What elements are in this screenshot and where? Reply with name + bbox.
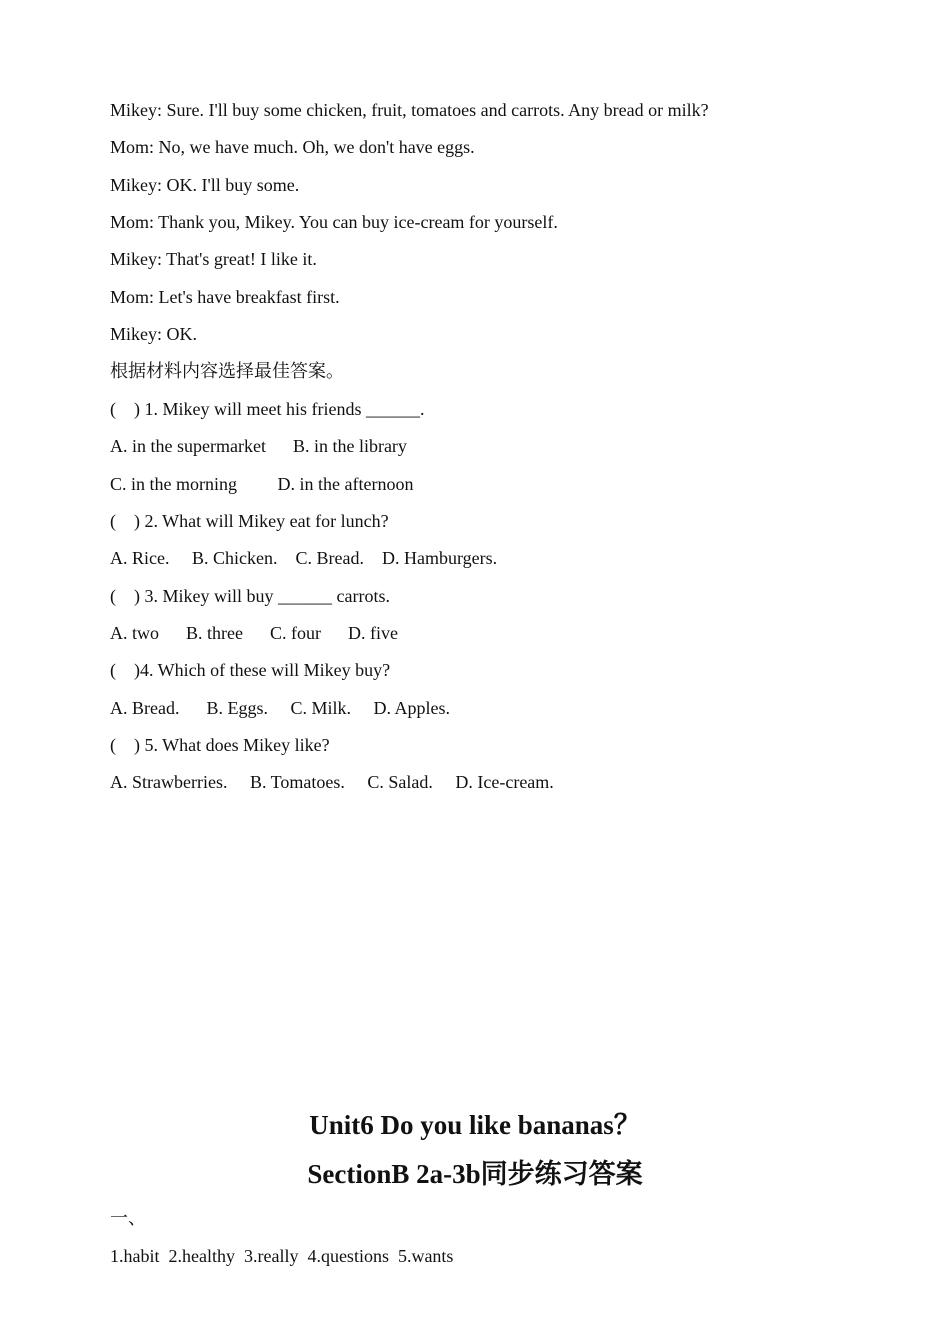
question-2: ( ) 2. What will Mikey eat for lunch? — [110, 511, 389, 531]
question-4-options: A. Bread. B. Eggs. C. Milk. D. Apples. — [110, 698, 450, 718]
question-3-options: A. two B. three C. four D. five — [110, 623, 398, 643]
answer-section-label: 一、 — [110, 1208, 146, 1228]
question-4: ( )4. Which of these will Mikey buy? — [110, 660, 391, 680]
dialogue-line: Mikey: OK. — [110, 324, 197, 344]
question-1: ( ) 1. Mikey will meet his friends ______. — [110, 399, 425, 419]
question-1-options-a-b: A. in the supermarket B. in the library — [110, 436, 407, 456]
dialogue-line: Mom: Let's have breakfast first. — [110, 287, 340, 307]
question-1-options-c-d: C. in the morning D. in the afternoon — [110, 474, 414, 494]
question-5: ( ) 5. What does Mikey like? — [110, 735, 330, 755]
question-2-options: A. Rice. B. Chicken. C. Bread. D. Hamburgers. — [110, 548, 498, 568]
dialogue-line: Mikey: OK. I'll buy some. — [110, 175, 300, 195]
dialogue-line: Mom: Thank you, Mikey. You can buy ice-cream for yourself. — [110, 212, 558, 232]
answer-title-unit: Unit6 Do you like bananas？ — [309, 1110, 641, 1140]
question-5-options: A. Strawberries. B. Tomatoes. C. Salad. D. Ice-cream. — [110, 772, 554, 792]
answer-line: 1.habit 2.healthy 3.really 4.questions 5.wants — [110, 1246, 454, 1266]
answer-title-section: SectionB 2a-3b同步练习答案 — [307, 1159, 643, 1189]
question-3: ( ) 3. Mikey will buy ______ carrots. — [110, 586, 390, 606]
dialogue-line: Mikey: That's great! I like it. — [110, 249, 317, 269]
instruction-text: 根据材料内容选择最佳答案。 — [110, 361, 344, 381]
dialogue-line: Mikey: Sure. I'll buy some chicken, fruit, tomatoes and carrots. Any bread or milk? — [110, 100, 709, 120]
dialogue-line: Mom: No, we have much. Oh, we don't have eggs. — [110, 137, 475, 157]
